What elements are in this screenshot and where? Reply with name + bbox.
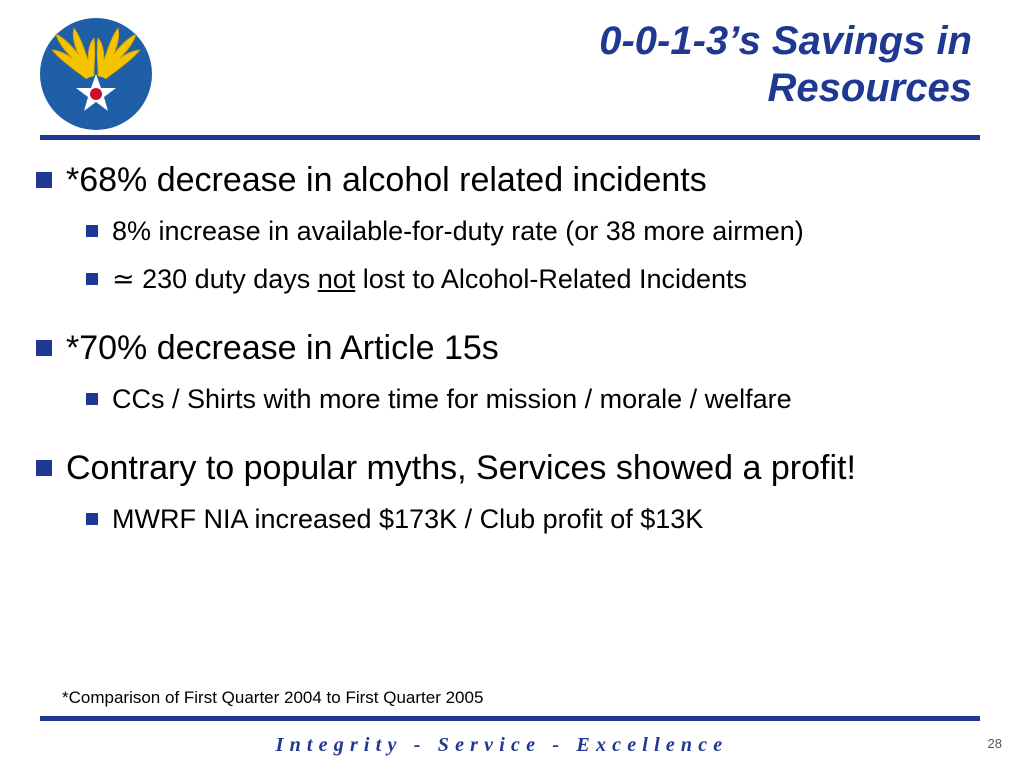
bullet-item-2 — [36, 321, 1011, 375]
square-bullet-icon — [36, 172, 52, 188]
title-line-2: Resources — [767, 66, 972, 110]
slide-title — [372, 18, 972, 112]
underlined-word: not — [317, 264, 356, 294]
square-bullet-icon — [36, 340, 52, 356]
sub-bullet-item — [86, 207, 1011, 255]
sub-bullet-text: CCs / Shirts with more time for mission / morale / welfare — [112, 384, 792, 414]
sub-bullet-prefix: ≃ 230 duty days — [112, 264, 318, 294]
bullet-text: *68% decrease in alcohol related incidents — [66, 161, 707, 199]
footnote: *Comparison of First Quarter 2004 to First Quarter 2005 — [62, 688, 484, 707]
bullet-text: Contrary to popular myths, Services showed a profit! — [66, 449, 856, 487]
sub-bullet-text: MWRF NIA increased $173K / Club profit of $13K — [112, 504, 704, 534]
sub-bullet-text: 8% increase in available-for-duty rate (or 38 more airmen) — [112, 216, 804, 246]
page-number: 28 — [987, 736, 1002, 751]
title-line-1: 0-0-1-3’s Savings in — [599, 19, 972, 63]
sub-bullet-suffix: lost to Alcohol-Related Incidents — [355, 264, 748, 294]
sub-bullet-text — [112, 255, 747, 303]
square-bullet-icon — [86, 393, 98, 405]
sub-bullet-item — [86, 255, 1011, 303]
air-force-wings-logo-icon — [38, 16, 154, 132]
square-bullet-icon — [36, 460, 52, 476]
sub-bullet-item — [86, 495, 1011, 543]
square-bullet-icon — [86, 513, 98, 525]
top-divider — [40, 135, 980, 140]
bullet-text: *70% decrease in Article 15s — [66, 329, 499, 367]
bullet-item-3 — [36, 441, 1011, 495]
square-bullet-icon — [86, 225, 98, 237]
bullet-item-1 — [36, 153, 1011, 207]
sub-bullet-item — [86, 375, 1011, 423]
motto-footer: Integrity - Service - Excellence — [275, 734, 729, 756]
square-bullet-icon — [86, 273, 98, 285]
bottom-divider — [40, 716, 980, 721]
bullet-list — [36, 153, 1011, 543]
